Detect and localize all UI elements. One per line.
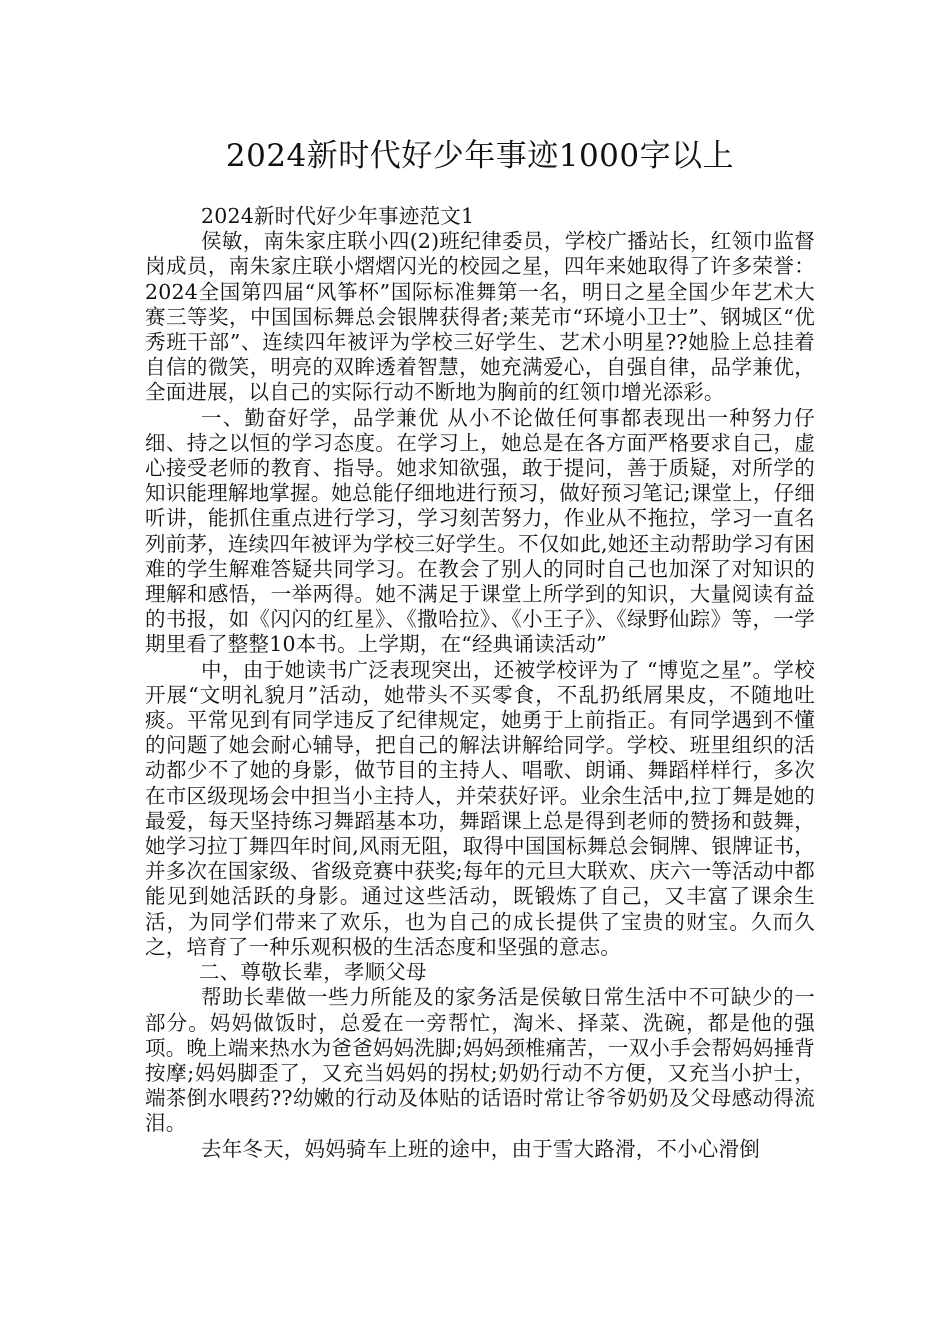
document-subtitle: 2024新时代好少年事迹范文1 [201, 204, 475, 228]
paragraph-intro: 侯敏，南朱家庄联小四(2)班纪律委员，学校广播站长，红领巾监督岗成员，南朱家庄联小熠熠闪光的校园之星，四年来她取得了许多荣誉：2024全国第四届“风筝杯”国际标准舞第一名，明日之星全国少年艺术大赛三等奖，中国国标舞总会银牌获得者;莱芜市“环境小卫士”、钢城区“优秀班干部”、连续四年被评为学校三好学生、艺术小明星??她脸上总挂着自信的微笑，明亮的双眸透着智慧，她充满爱心，自强自律，品学兼优，全面进展，以自己的实际行动不断地为胸前的红领巾增光添彩。 [145, 229, 815, 405]
paragraph-section-one: 一、勤奋好学，品学兼优 从小不论做任何事都表现出一种努力仔细、持之以恒的学习态度。在学习上，她总是在各方面严格要求自己，虚心接受老师的教育、指导。她求知欲强，敢于提问，善于质疑，对所学的知识能理解地掌握。她总能仔细地进行预习，做好预习笔记;课堂上，仔细听讲，能抓住重点进行学习，学习刻苦努力，作业从不拖拉，学习一直名列前茅，连续四年被评为学校三好学生。不仅如此,她还主动帮助学习有困难的学生解难答疑共同学习。在教会了别人的同时自己也加深了对知识的理解和感悟，一举两得。她不满足于课堂上所学到的知识，大量阅读有益的书报，如《闪闪的红星》、《撒哈拉》、《小王子》、《绿野仙踪》等，一学期里看了整整10本书。上学期，在“经典诵读活动” [145, 405, 815, 657]
section-heading-two: 二、尊敬长辈，孝顺父母 [199, 960, 427, 985]
paragraph-section-one-continued: 中，由于她读书广泛表现突出，还被学校评为了 “博览之星”。学校开展“文明礼貌月”活动，她带头不买零食，不乱扔纸屑果皮，不随地吐痰。平常见到有同学违反了纪律规定，她勇于上前指正。有同学遇到不懂的问题了她会耐心辅导，把自己的解法讲解给同学。学校、班里组织的活动都少不了她的身影，做节目的主持人、唱歌、朗诵、舞蹈样样行，多次在市区级现场会中担当小主持人，并荣获好评。业余生活中,拉丁舞是她的最爱，每天坚持练习舞蹈基本功，舞蹈课上总是得到老师的赞扬和鼓舞，她学习拉丁舞四年时间,风雨无阻，取得中国国标舞总会铜牌、银牌证书，并多次在国家级、省级竞赛中获奖;每年的元旦大联欢、庆六一等活动中都能见到她活跃的身影。通过这些活动，既锻炼了自己，又丰富了课余生活，为同学们带来了欢乐，也为自己的成长提供了宝贵的财宝。久而久之，培育了一种乐观积极的生活态度和坚强的意志。 [145, 657, 815, 959]
paragraph-section-two: 帮助长辈做一些力所能及的家务活是侯敏日常生活中不可缺少的一部分。妈妈做饭时，总爱在一旁帮忙，淘米、择菜、洗碗，都是他的强项。晚上端来热水为爸爸妈妈洗脚;妈妈颈椎痛苦，一双小手会帮妈妈捶背按摩;妈妈脚歪了，又充当妈妈的拐杖;奶奶行动不方便，又充当小护士，端茶倒水喂药??幼嫩的行动及体贴的话语时常让爷爷奶奶及父母感动得流泪。 [145, 985, 815, 1136]
page-title: 2024新时代好少年事迹1000字以上 [225, 138, 735, 174]
paragraph-last-line: 去年冬天，妈妈骑车上班的途中，由于雪大路滑，不小心滑倒 [201, 1136, 760, 1161]
